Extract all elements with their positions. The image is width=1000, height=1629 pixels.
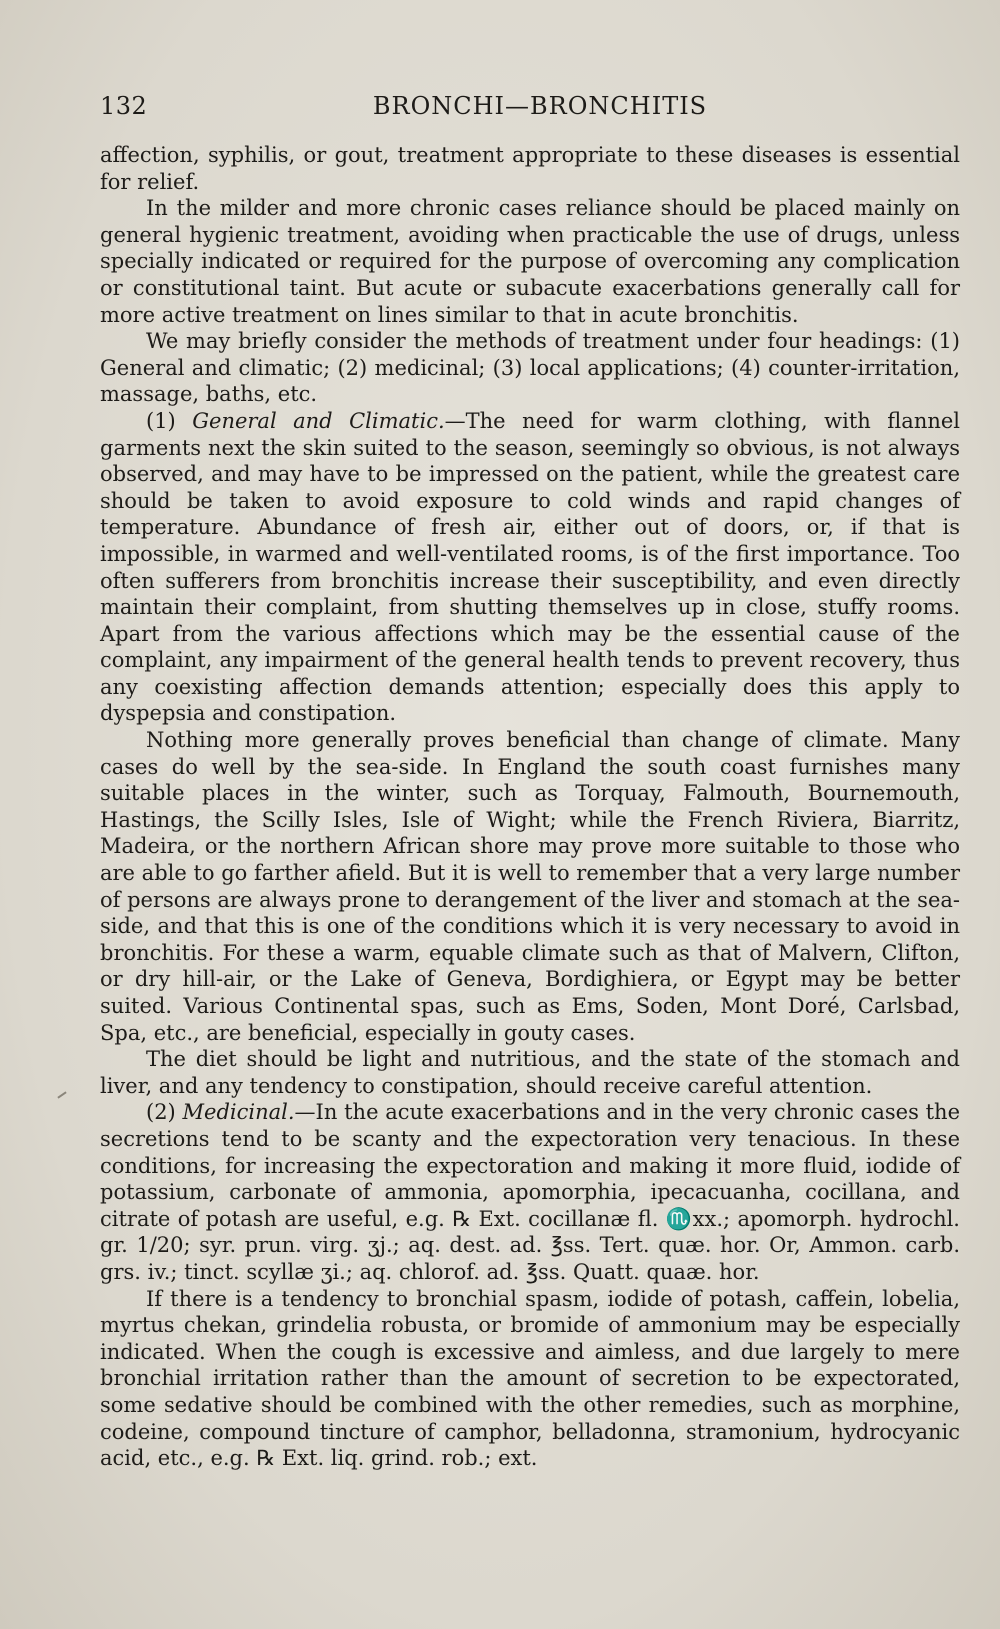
paragraph [100, 1046, 960, 1099]
section-heading: General and Climatic. [192, 408, 445, 433]
paragraph-text: Nothing more generally proves beneficial than change of climate. Many cases do well by the sea-side. In England the south coast furnishes many suitable places in the winter, such as Torquay, Falmouth, Bournemouth, Hastings, the Scilly Isles, Isle of Wight; while the French Riviera, Biarritz, Madeira, or the northern African shore may prove more suitable to those who are able to go farther afield. But it is well to remember that a very large number of persons are always prone to derangement of the liver and stomach at the sea-side, and that this is one of the conditions which it is very necessary to avoid in bronchitis. For these a warm, equable climate such as that of Malvern, Clifton, or dry hill-air, or the Lake of Geneva, Bordighiera, or Egypt may be better suited. Various Continental spas, such as Ems, Soden, Mont Doré, Carlsbad, Spa, etc., are beneficial, especially in gouty cases. [100, 728, 960, 1045]
paragraph-text: We may briefly consider the methods of treatment under four headings: (1) General and climatic; (2) medicinal; (3) local applications; (4) counter-irritation, massage, baths, etc. [100, 329, 960, 407]
paragraph-text: affection, syphilis, or gout, treatment appropriate to these diseases is essential for relief. [100, 143, 960, 194]
pencil-mark [57, 1091, 66, 1098]
paragraph [100, 328, 960, 408]
paragraph-text: In the milder and more chronic cases reliance should be placed mainly on general hygienic treatment, avoiding when practicable the use of drugs, unless specially indicated or required for the purpose of overcoming any complication or constitutional taint. But acute or subacute exacerbations generally call for more active treatment on lines similar to that in acute bronchitis. [100, 196, 960, 327]
paragraph-text: The diet should be light and nutritious, and the state of the stomach and liver, and any tendency to constipation, should receive careful attention. [100, 1047, 960, 1098]
paragraph-text: —The need for warm clothing, with flannel garments next the skin suited to the season, seemingly so obvious, is not always observed, and may have to be impressed on the patient, while the greatest care should be taken to avoid exposure to cold winds and rapid changes of temperature. Abundance of fresh air, either out of doors, or, if that is impossible, in warmed and well-ventilated rooms, is of the first importance. Too often sufferers from bronchitis increase their susceptibility, and even directly maintain their complaint, from shutting themselves up in close, stuffy rooms. Apart from the various affections which may be the essential cause of the complaint, any impairment of the general health tends to prevent recovery, thus any coexisting affection demands attention; especially does this apply to dyspepsia and constipation. [100, 408, 961, 726]
section-heading: Medicinal. [182, 1100, 295, 1125]
paragraph-text: If there is a tendency to bronchial spasm, iodide of potash, caffein, lobelia, myrtus chekan, grindelia robusta, or bromide of ammonium may be especially indicated. When the cough is excessive and aimless, and due largely to mere bronchial irritation rather than the amount of secretion to be expectorated, some sedative should be combined with the other remedies, such as morphine, codeine, compound tincture of camphor, belladonna, stramonium, hydrocyanic acid, etc., e.g. ℞ Ext. liq. grind. rob.; ext. [100, 1286, 960, 1471]
paragraph-text: —In the acute exacerbations and in the very chronic cases the secretions tend to be scanty and the expectoration very tenacious. In these conditions, for increasing the expectoration and making it more fluid, iodide of potassium, carbonate of ammonia, apomorphia, ipecacuanha, cocillana, and citrate of potash are useful, e.g. ℞ Ext. cocillanæ fl. ♏xx.; apomorph. hydrochl. gr. 1/20; syr. prun. virg. ʒj.; aq. dest. ad. ℥ss. Tert. quæ. hor. Or, Ammon. carb. grs. iv.; tinct. scyllæ ʒi.; aq. chlorof. ad. ℥ss. Quatt. quaæ. hor. [100, 1100, 960, 1284]
paragraph [100, 195, 960, 328]
paragraph [100, 1286, 960, 1472]
paragraph [100, 727, 960, 1046]
page-body [100, 142, 960, 1472]
paragraph-medicinal [100, 1099, 960, 1285]
page-header [100, 92, 960, 132]
running-head: BRONCHI—BRONCHITIS [372, 92, 708, 120]
page-number: 132 [100, 92, 148, 120]
section-number: (2) [146, 1100, 183, 1125]
paragraph-general-climatic [100, 408, 960, 727]
paragraph [100, 142, 960, 195]
section-number: (1) [146, 408, 193, 433]
